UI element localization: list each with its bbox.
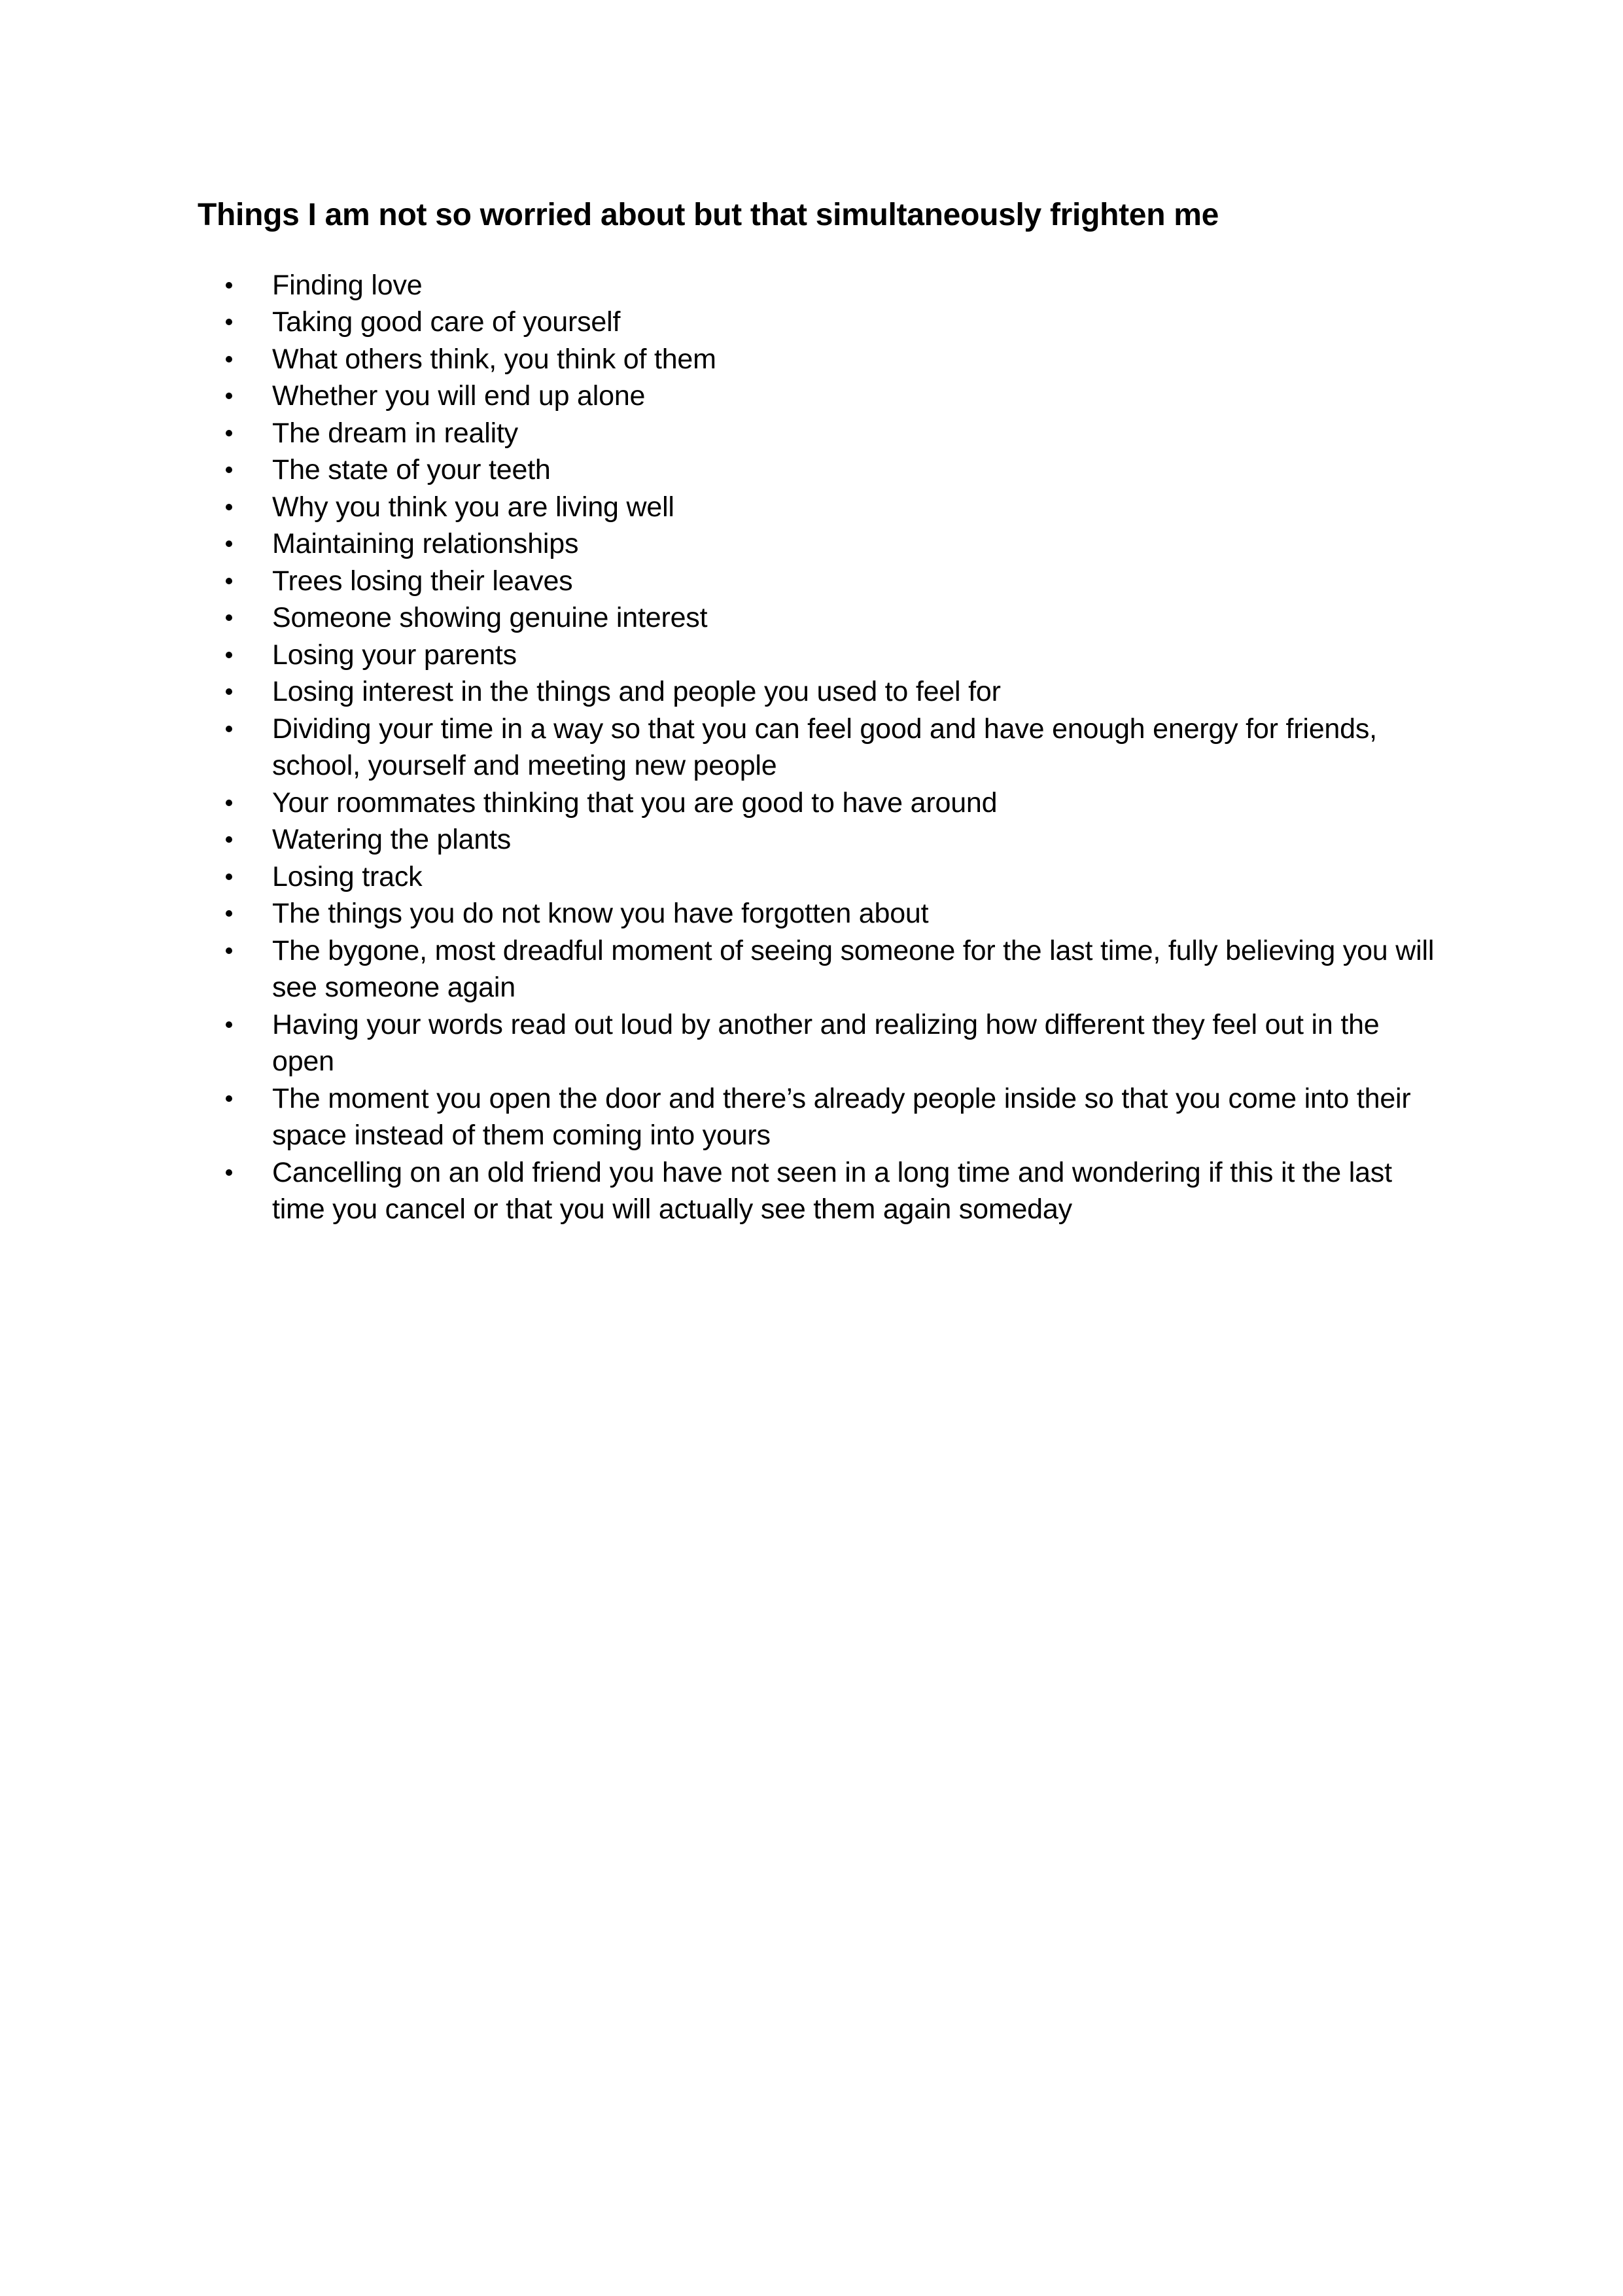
list-item-text: Why you think you are living well [272, 491, 674, 523]
list-item [198, 785, 1440, 822]
bullet-icon [226, 282, 232, 289]
list-item [198, 451, 1440, 489]
list-item [198, 599, 1440, 637]
list-item-text: Taking good care of yourself [272, 306, 621, 338]
bullet-icon [226, 874, 232, 880]
document-title: Things I am not so worried about but that simultaneously frighten me [198, 198, 1219, 232]
list-item [198, 304, 1440, 341]
document-content [198, 196, 1440, 1228]
list-item-text: The moment you open the door and there’s already people inside so that you come into their space instead of them coming into yours [272, 1082, 1411, 1152]
bullet-icon [226, 540, 232, 547]
bullet-icon [226, 467, 232, 473]
bullet-icon [226, 1169, 232, 1176]
list-item [198, 489, 1440, 526]
list-item [198, 821, 1440, 858]
list-item-text: Losing interest in the things and people you used to feel for [272, 676, 1001, 708]
list-item-text: Maintaining relationships [272, 528, 579, 560]
bullet-icon [226, 836, 232, 843]
list-item [198, 1154, 1440, 1228]
list-item [198, 858, 1440, 896]
bullet-icon [226, 910, 232, 917]
bullet-icon [226, 1021, 232, 1028]
list-item [198, 525, 1440, 563]
list-item-text: The bygone, most dreadful moment of seeing someone for the last time, fully believing you will see someone again [272, 934, 1435, 1004]
list-item [198, 673, 1440, 711]
list-item-text: Finding love [272, 269, 423, 301]
bullet-icon [226, 430, 232, 436]
bullet-icon [226, 688, 232, 695]
list-item [198, 895, 1440, 932]
list-item [198, 637, 1440, 674]
list-item [198, 415, 1440, 452]
bullet-icon [226, 356, 232, 362]
bullet-icon [226, 1095, 232, 1102]
list-item-text: Whether you will end up alone [272, 380, 646, 412]
list-item-text: Someone showing genuine interest [272, 602, 708, 634]
list-item-text: The things you do not know you have forgotten about [272, 898, 929, 930]
list-item [198, 267, 1440, 304]
bullet-icon [226, 504, 232, 510]
list-item-text: What others think, you think of them [272, 343, 716, 375]
list-item [198, 1006, 1440, 1080]
bullet-icon [226, 947, 232, 954]
list-item [198, 341, 1440, 378]
bullet-list [198, 267, 1440, 1228]
list-item-text: Having your words read out loud by another and realizing how different they feel out in the open [272, 1008, 1380, 1078]
list-item [198, 563, 1440, 600]
list-item-text: The state of your teeth [272, 454, 551, 486]
bullet-icon [226, 652, 232, 658]
bullet-icon [226, 800, 232, 806]
bullet-icon [226, 578, 232, 584]
list-item-text: The dream in reality [272, 417, 518, 449]
list-item [198, 1080, 1440, 1154]
list-item-text: Losing your parents [272, 639, 517, 671]
list-item-text: Dividing your time in a way so that you can feel good and have enough energy for friends, school, yourself and meeting new people [272, 713, 1377, 782]
bullet-icon [226, 393, 232, 399]
bullet-icon [226, 319, 232, 325]
bullet-icon [226, 614, 232, 621]
list-item [198, 711, 1440, 785]
list-item [198, 932, 1440, 1006]
list-item-text: Watering the plants [272, 824, 512, 856]
list-item-text: Cancelling on an old friend you have not seen in a long time and wondering if this it the last time you cancel or that you will actually see them again someday [272, 1156, 1392, 1226]
list-item-text: Your roommates thinking that you are good to have around [272, 786, 998, 819]
list-item-text: Trees losing their leaves [272, 565, 573, 597]
bullet-icon [226, 726, 232, 732]
list-item [198, 378, 1440, 415]
list-item-text: Losing track [272, 860, 423, 892]
